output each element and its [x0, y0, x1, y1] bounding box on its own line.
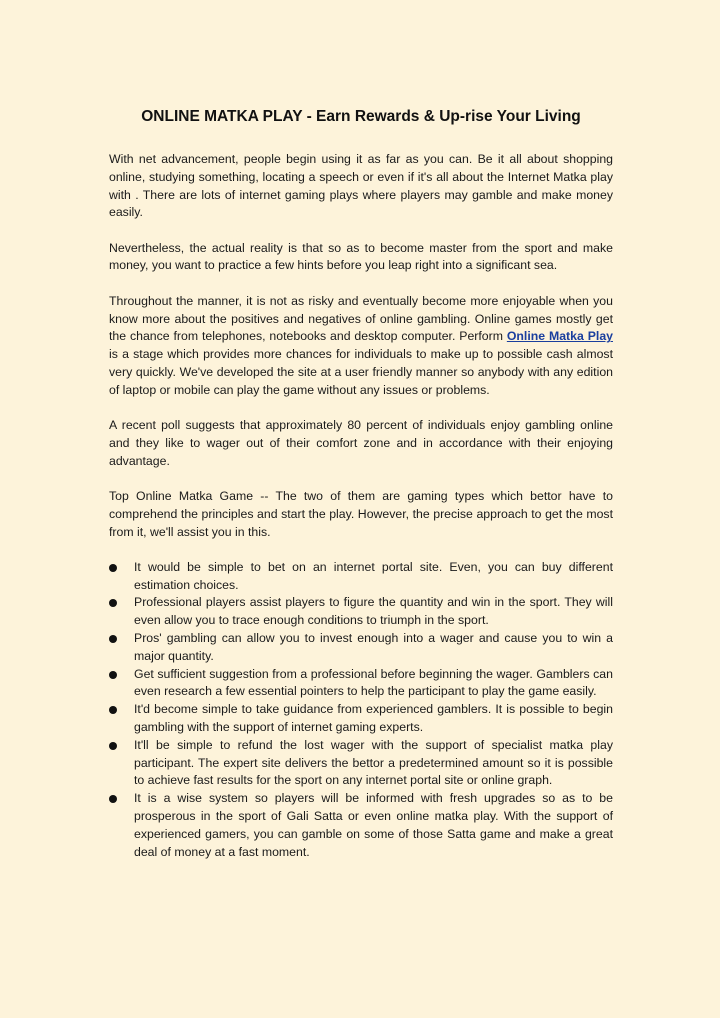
bullet-icon — [109, 795, 117, 803]
bullet-icon — [109, 671, 117, 679]
list-item — [109, 630, 613, 666]
list-item — [109, 701, 613, 737]
paragraph-online-games-text-before: Throughout the manner, it is not as risky and eventually become more enjoyable when you know more about the positives and negatives of online gambling. Online games mostly get the chance from telephones, notebooks and desktop computer. Perform — [109, 293, 613, 344]
list-item-text: Get sufficient suggestion from a professional before beginning the wager. Gamblers can even research a few essential pointers to help the participant to play the game easily. — [134, 666, 613, 699]
document-page — [109, 104, 613, 861]
list-item — [109, 790, 613, 861]
document-title: ONLINE MATKA PLAY - Earn Rewards & Up-rise Your Living — [141, 108, 581, 125]
list-item-text: Professional players assist players to figure the quantity and win in the sport. They will even allow you to trace enough conditions to triumph in the sport. — [134, 595, 613, 628]
bullet-icon — [109, 564, 117, 572]
list-item — [109, 737, 613, 790]
list-item — [109, 594, 613, 630]
bullet-icon — [109, 706, 117, 714]
paragraph-poll: A recent poll suggests that approximately 80 percent of individuals enjoy gambling online and they like to wager out of their comfort zone and in accordance with their enjoying advantage. — [109, 418, 613, 468]
paragraph-reality: Nevertheless, the actual reality is that so as to become master from the sport and make money, you want to practice a few hints before you leap right into a significant sea. — [109, 240, 613, 273]
list-item-text: It'd become simple to take guidance from experienced gamblers. It is possible to begin gambling with the support of internet gaming experts. — [134, 702, 613, 735]
tips-list — [109, 559, 613, 862]
list-item — [109, 666, 613, 702]
paragraph-intro: With net advancement, people begin using it as far as you can. Be it all about shopping online, studying something, locating a speech or even if it's all about the Internet Matka play with . There are lots of internet gaming plays where players may gamble and make money easily. — [109, 152, 613, 220]
online-matka-play-link[interactable]: Online Matka Play — [506, 329, 613, 344]
list-item-text: It is a wise system so players will be informed with fresh upgrades so as to be prosperous in the sport of Gali Satta or even online matka play. With the support of experienced gamers, you can gamble on some of those Satta game and make a great deal of money at a fast moment. — [134, 791, 613, 859]
paragraph-top-game: Top Online Matka Game -- The two of them are gaming types which bettor have to comprehend the principles and start the play. However, the precise approach to get the most from it, we'll assist you in this. — [109, 488, 613, 539]
bullet-icon — [109, 599, 117, 607]
list-item-text: It'll be simple to refund the lost wager with the support of specialist matka play participant. The expert site delivers the bettor a predetermined amount so it is possible to achieve fast results for the sport on any internet portal site or online graph. — [134, 737, 613, 788]
list-item — [109, 559, 613, 595]
paragraph-online-games — [109, 293, 613, 400]
paragraph-online-games-text-after: is a stage which provides more chances for individuals to make up to possible cash almost very quickly. We've developed the site at a user friendly manner so anybody with any edition of laptop or mobile can play the game without any issues or problems. — [109, 347, 613, 397]
list-item-text: It would be simple to bet on an internet portal site. Even, you can buy different estimation choices. — [134, 559, 613, 592]
list-item-text: Pros' gambling can allow you to invest enough into a wager and cause you to win a major quantity. — [134, 631, 613, 663]
bullet-icon — [109, 635, 117, 643]
bullet-icon — [109, 742, 117, 750]
